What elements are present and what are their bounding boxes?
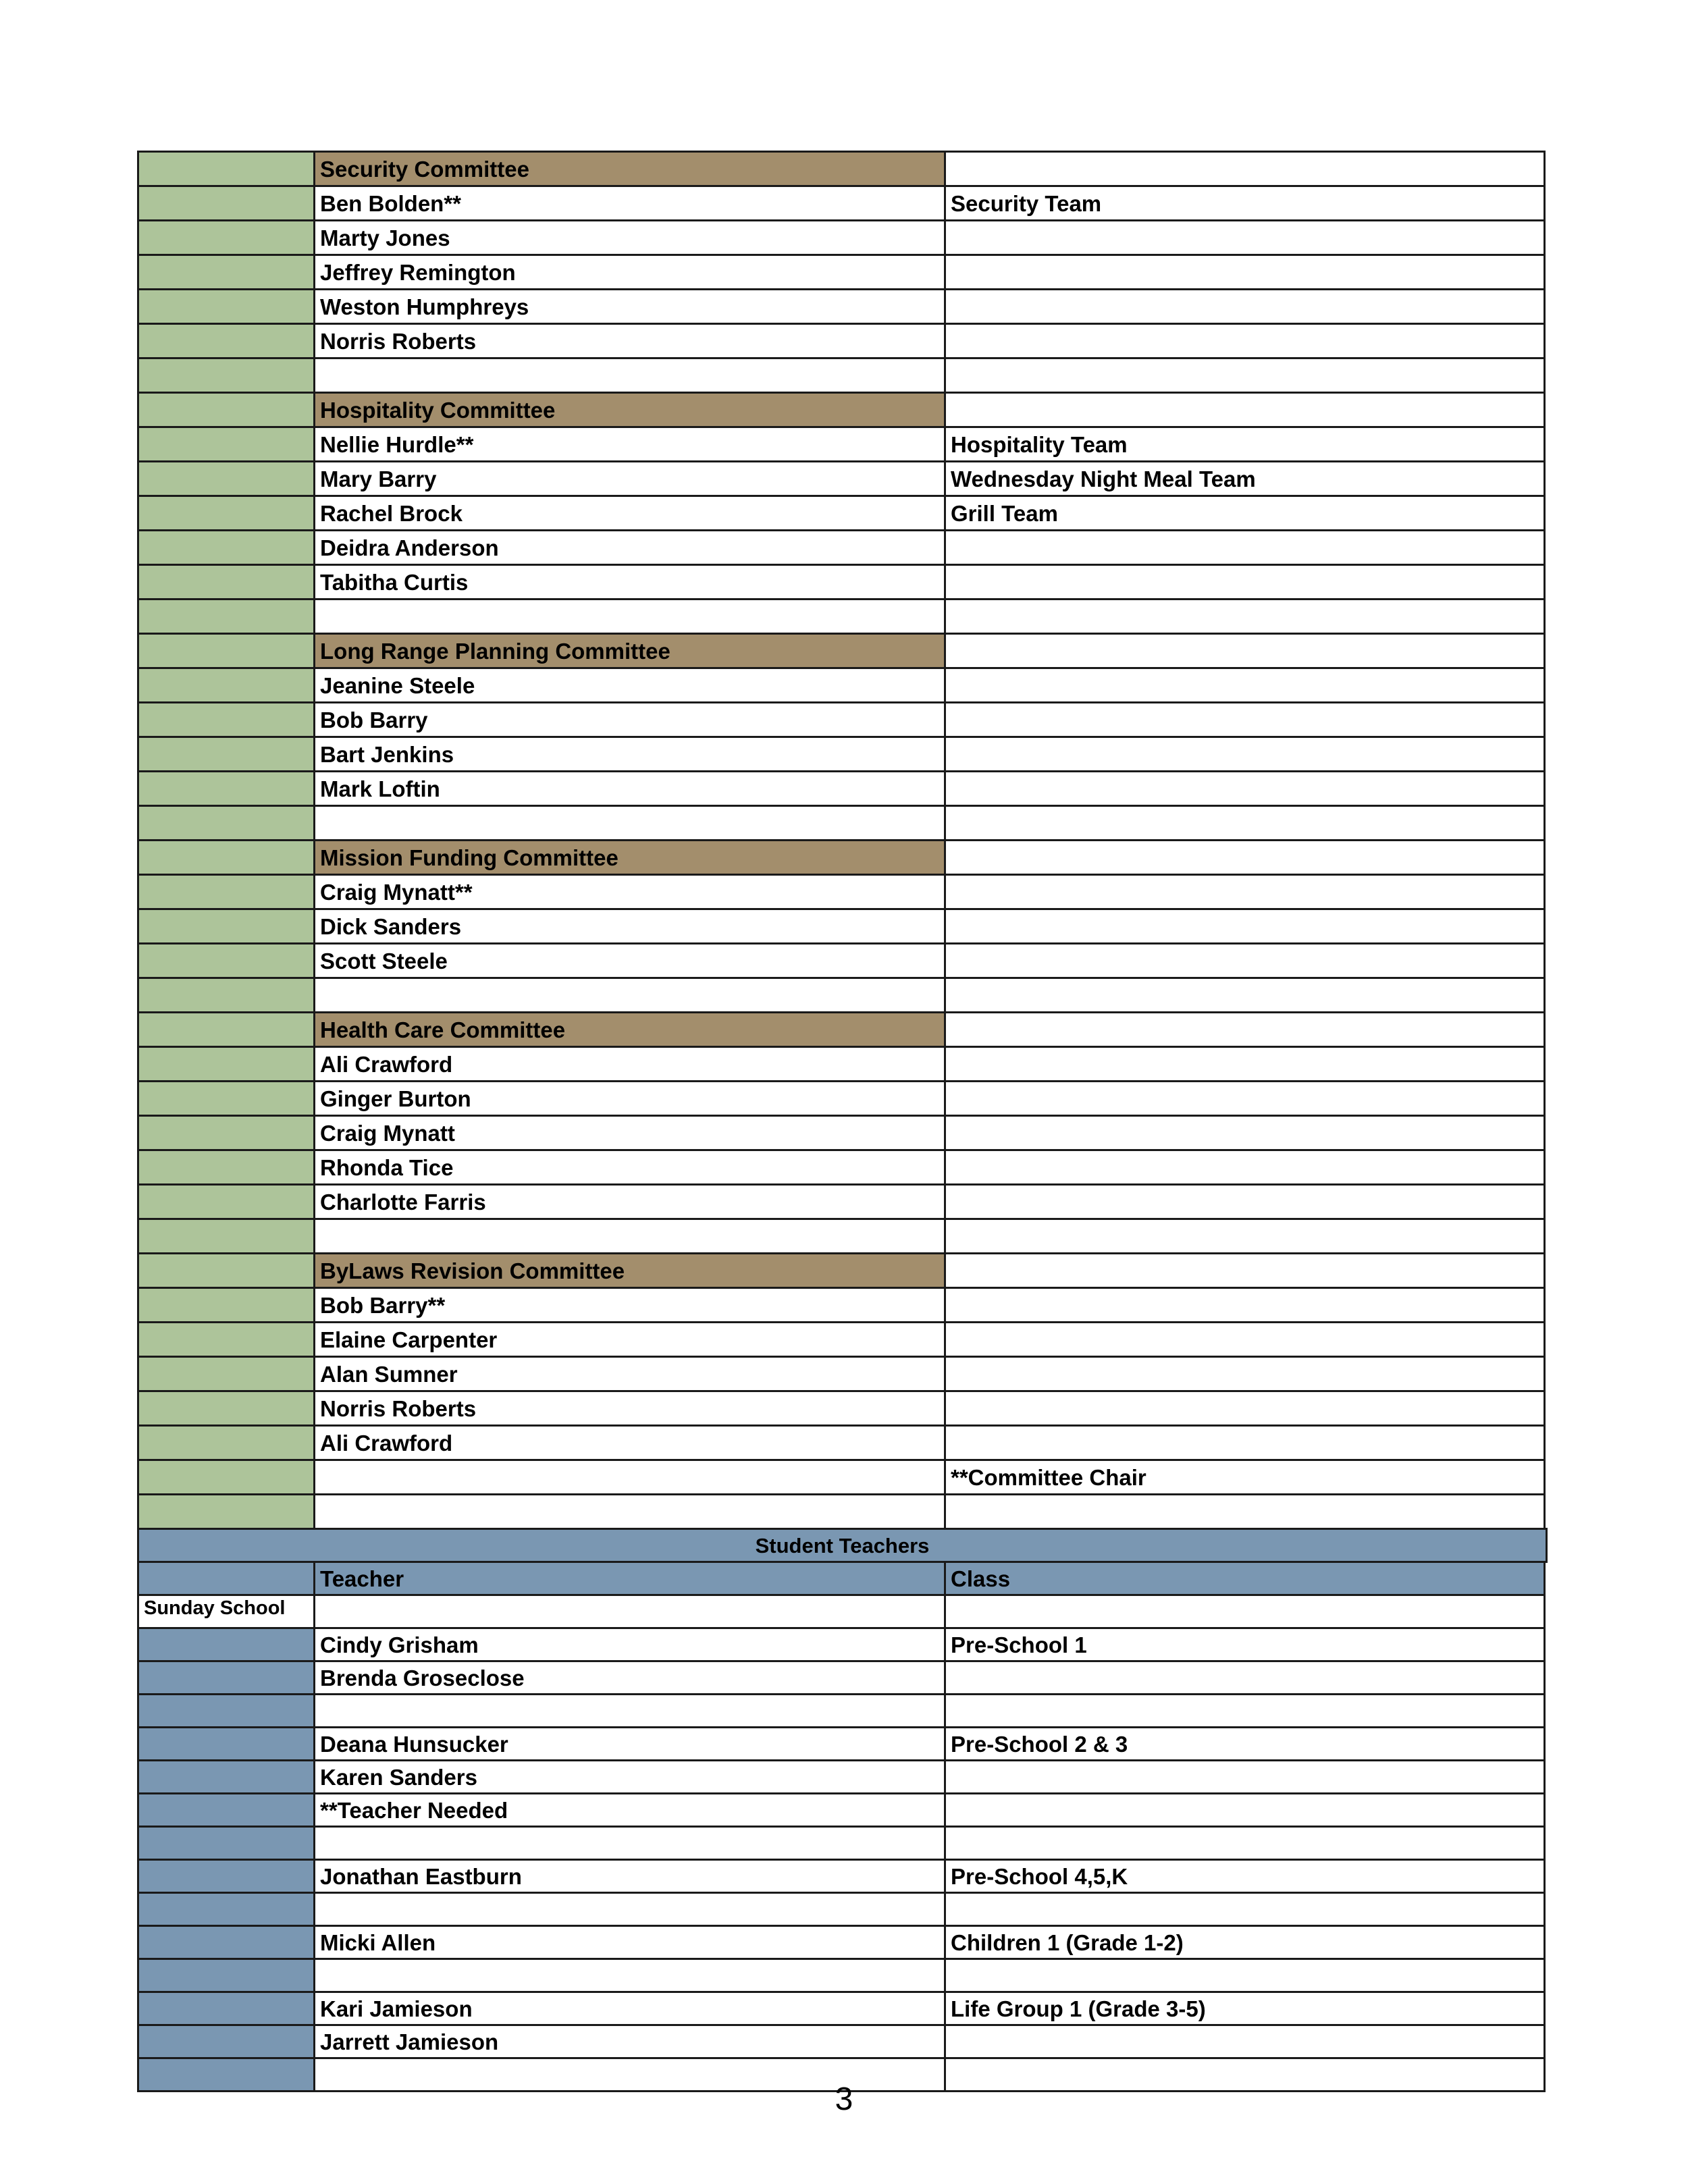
row-sidebar-cell: [137, 1115, 315, 1151]
member-name: Rachel Brock: [313, 495, 946, 531]
class-name: Pre-School 1: [944, 1627, 1546, 1662]
committee-row: [139, 497, 1548, 531]
team-note: [944, 736, 1546, 772]
team-note: Hospitality Team: [944, 426, 1546, 462]
row-sidebar-cell: [137, 151, 315, 187]
teacher-row-label: [137, 1826, 315, 1861]
committee-row: [139, 807, 1548, 841]
committee-row: [139, 944, 1548, 979]
class-name: [944, 1826, 1546, 1861]
team-note: [944, 1424, 1546, 1461]
teacher-row: [139, 1761, 1548, 1794]
team-note: **Committee Chair: [944, 1459, 1546, 1495]
committee-row: [139, 1461, 1548, 1495]
team-note: [944, 151, 1546, 187]
member-name: Norris Roberts: [313, 323, 946, 359]
committee-row: [139, 1495, 1548, 1530]
committee-row: [139, 1151, 1548, 1186]
sunday-school-teacher-cell: [313, 1594, 946, 1629]
team-note: [944, 1218, 1546, 1254]
committee-row: [139, 1186, 1548, 1220]
team-note: [944, 1321, 1546, 1358]
teacher-name: [313, 1693, 946, 1728]
committee-table: [139, 153, 1548, 1530]
team-note: Security Team: [944, 185, 1546, 221]
student-teachers-title-row: [139, 1530, 1548, 1563]
team-note: [944, 770, 1546, 807]
row-sidebar-cell: [137, 633, 315, 669]
committee-header-row: [139, 1254, 1548, 1289]
row-sidebar-cell: [137, 1080, 315, 1117]
class-name: [944, 2024, 1546, 2059]
team-note: [944, 701, 1546, 738]
member-name: [313, 1218, 946, 1254]
member-name: Nellie Hurdle**: [313, 426, 946, 462]
sunday-school-label: Sunday School: [137, 1594, 315, 1629]
team-note: [944, 529, 1546, 566]
member-name: Bart Jenkins: [313, 736, 946, 772]
class-name: [944, 1660, 1546, 1695]
row-sidebar-cell: [137, 839, 315, 876]
row-sidebar-cell: [137, 1321, 315, 1358]
row-sidebar-cell: [137, 736, 315, 772]
member-name: Ali Crawford: [313, 1424, 946, 1461]
committee-header-row: [139, 394, 1548, 428]
committee-row: [139, 876, 1548, 910]
team-note: [944, 805, 1546, 841]
teacher-name: Deana Hunsucker: [313, 1726, 946, 1761]
team-note: [944, 392, 1546, 428]
member-name: Charlotte Farris: [313, 1183, 946, 1220]
team-note: [944, 1046, 1546, 1082]
teacher-row: [139, 1960, 1548, 1993]
committee-header-row: [139, 153, 1548, 187]
committee-header-row: [139, 635, 1548, 669]
committee-row: [139, 772, 1548, 807]
teacher-name: [313, 1892, 946, 1927]
class-name: [944, 1693, 1546, 1728]
team-note: [944, 1390, 1546, 1427]
committee-row: [139, 290, 1548, 325]
teacher-name: [313, 1958, 946, 1993]
member-name: [313, 598, 946, 635]
row-sidebar-cell: [137, 770, 315, 807]
committee-row: [139, 1323, 1548, 1358]
teacher-row-label: [137, 1660, 315, 1695]
row-sidebar-cell: [137, 1459, 315, 1495]
teacher-row: [139, 1828, 1548, 1861]
committee-row: [139, 359, 1548, 394]
team-note: [944, 1115, 1546, 1151]
row-sidebar-cell: [137, 564, 315, 600]
team-note: [944, 908, 1546, 944]
teacher-row-label: [137, 1958, 315, 1993]
committee-title: Long Range Planning Committee: [313, 633, 946, 669]
row-sidebar-cell: [137, 598, 315, 635]
teacher-name: Karen Sanders: [313, 1759, 946, 1794]
team-note: [944, 667, 1546, 703]
team-note: [944, 1080, 1546, 1117]
committee-title: Mission Funding Committee: [313, 839, 946, 876]
class-column-header: Class: [944, 1561, 1546, 1596]
member-name: Ben Bolden**: [313, 185, 946, 221]
teacher-row-label: [137, 1892, 315, 1927]
teacher-name: Kari Jamieson: [313, 1991, 946, 2026]
row-sidebar-cell: [137, 1493, 315, 1530]
committee-title: Hospitality Committee: [313, 392, 946, 428]
row-sidebar-cell: [137, 357, 315, 394]
team-note: [944, 598, 1546, 635]
committee-row: [139, 256, 1548, 290]
teacher-row: [139, 1927, 1548, 1960]
teacher-row: [139, 1662, 1548, 1695]
committee-header-row: [139, 841, 1548, 876]
row-sidebar-cell: [137, 667, 315, 703]
team-note: [944, 942, 1546, 979]
row-sidebar-cell: [137, 495, 315, 531]
class-name: [944, 1958, 1546, 1993]
row-sidebar-cell: [137, 1424, 315, 1461]
row-sidebar-cell: [137, 977, 315, 1013]
member-name: Scott Steele: [313, 942, 946, 979]
member-name: Mary Barry: [313, 460, 946, 497]
row-sidebar-cell: [137, 1149, 315, 1186]
class-name: Pre-School 2 & 3: [944, 1726, 1546, 1761]
row-sidebar-cell: [137, 1252, 315, 1289]
teacher-column-header: Teacher: [313, 1561, 946, 1596]
team-note: [944, 633, 1546, 669]
teacher-row: [139, 1794, 1548, 1828]
committee-row: [139, 187, 1548, 221]
member-name: [313, 1493, 946, 1530]
row-sidebar-cell: [137, 1390, 315, 1427]
class-name: Life Group 1 (Grade 3-5): [944, 1991, 1546, 2026]
row-sidebar-cell: [137, 219, 315, 256]
row-sidebar-cell: [137, 805, 315, 841]
row-sidebar-cell: [137, 426, 315, 462]
team-note: Grill Team: [944, 495, 1546, 531]
committee-sheet: [139, 153, 1548, 2092]
teacher-name: [313, 1826, 946, 1861]
row-sidebar-cell: [137, 185, 315, 221]
committee-row: [139, 1427, 1548, 1461]
row-sidebar-cell: [137, 1011, 315, 1048]
row-sidebar-cell: [137, 323, 315, 359]
teacher-row: [139, 1993, 1548, 2026]
teacher-row: [139, 1894, 1548, 1927]
teacher-row: [139, 1861, 1548, 1894]
committee-row: [139, 600, 1548, 635]
teacher-name: **Teacher Needed: [313, 1792, 946, 1828]
team-note: [944, 977, 1546, 1013]
team-note: [944, 874, 1546, 910]
member-name: [313, 977, 946, 1013]
committee-row: [139, 703, 1548, 738]
member-name: Deidra Anderson: [313, 529, 946, 566]
member-name: [313, 1459, 946, 1495]
teacher-name: Jarrett Jamieson: [313, 2024, 946, 2059]
committee-row: [139, 325, 1548, 359]
teacher-row-label: [137, 1925, 315, 1960]
team-note: [944, 254, 1546, 290]
member-name: Weston Humphreys: [313, 288, 946, 325]
row-sidebar-cell: [137, 1356, 315, 1392]
row-sidebar-cell: [137, 942, 315, 979]
committee-row: [139, 1289, 1548, 1323]
committee-row: [139, 1358, 1548, 1392]
committee-row: [139, 428, 1548, 462]
team-note: [944, 564, 1546, 600]
team-note: [944, 1252, 1546, 1289]
row-sidebar-cell: [137, 1218, 315, 1254]
committee-title: Health Care Committee: [313, 1011, 946, 1048]
committee-row: [139, 910, 1548, 944]
row-sidebar-cell: [137, 288, 315, 325]
member-name: [313, 805, 946, 841]
member-name: Jeanine Steele: [313, 667, 946, 703]
member-name: Bob Barry: [313, 701, 946, 738]
teacher-row-label: [137, 1627, 315, 1662]
teacher-row: [139, 1728, 1548, 1761]
member-name: [313, 357, 946, 394]
team-note: [944, 1183, 1546, 1220]
member-name: Mark Loftin: [313, 770, 946, 807]
teacher-row-label: [137, 1561, 315, 1596]
team-note: [944, 357, 1546, 394]
row-sidebar-cell: [137, 460, 315, 497]
member-name: Bob Barry**: [313, 1287, 946, 1323]
member-name: Alan Sumner: [313, 1356, 946, 1392]
sunday-school-row: [139, 1596, 1548, 1629]
member-name: Rhonda Tice: [313, 1149, 946, 1186]
row-sidebar-cell: [137, 254, 315, 290]
teacher-row-label: [137, 1726, 315, 1761]
member-name: Ginger Burton: [313, 1080, 946, 1117]
teacher-row: [139, 1629, 1548, 1662]
team-note: [944, 219, 1546, 256]
teacher-row-label: [137, 1792, 315, 1828]
committee-row: [139, 462, 1548, 497]
committee-row: [139, 566, 1548, 600]
committee-row: [139, 221, 1548, 256]
committee-row: [139, 738, 1548, 772]
committee-title: ByLaws Revision Committee: [313, 1252, 946, 1289]
row-sidebar-cell: [137, 529, 315, 566]
team-note: [944, 1011, 1546, 1048]
team-note: Wednesday Night Meal Team: [944, 460, 1546, 497]
teacher-row: [139, 1695, 1548, 1728]
committee-row: [139, 1220, 1548, 1254]
member-name: Elaine Carpenter: [313, 1321, 946, 1358]
sunday-school-class-cell: [944, 1594, 1546, 1629]
committee-row: [139, 1048, 1548, 1082]
teacher-row-label: [137, 1859, 315, 1894]
teacher-name: Cindy Grisham: [313, 1627, 946, 1662]
team-note: [944, 1149, 1546, 1186]
member-name: Craig Mynatt**: [313, 874, 946, 910]
class-name: [944, 1892, 1546, 1927]
team-note: [944, 1287, 1546, 1323]
member-name: Craig Mynatt: [313, 1115, 946, 1151]
teacher-name: Micki Allen: [313, 1925, 946, 1960]
committee-title: Security Committee: [313, 151, 946, 187]
teacher-name: Jonathan Eastburn: [313, 1859, 946, 1894]
class-name: [944, 1759, 1546, 1794]
teacher-row: [139, 2026, 1548, 2059]
team-note: [944, 1356, 1546, 1392]
row-sidebar-cell: [137, 1183, 315, 1220]
team-note: [944, 839, 1546, 876]
teacher-name: Brenda Groseclose: [313, 1660, 946, 1695]
member-name: Norris Roberts: [313, 1390, 946, 1427]
committee-row: [139, 669, 1548, 703]
row-sidebar-cell: [137, 908, 315, 944]
member-name: Marty Jones: [313, 219, 946, 256]
teacher-row-label: [137, 2024, 315, 2059]
class-name: [944, 1792, 1546, 1828]
row-sidebar-cell: [137, 874, 315, 910]
committee-row: [139, 1392, 1548, 1427]
committee-row: [139, 531, 1548, 566]
committee-row: [139, 1082, 1548, 1117]
team-note: [944, 288, 1546, 325]
committee-row: [139, 1117, 1548, 1151]
member-name: Tabitha Curtis: [313, 564, 946, 600]
member-name: Dick Sanders: [313, 908, 946, 944]
member-name: Jeffrey Remington: [313, 254, 946, 290]
class-name: Pre-School 4,5,K: [944, 1859, 1546, 1894]
class-name: Children 1 (Grade 1-2): [944, 1925, 1546, 1960]
page-number: 3: [835, 2081, 853, 2117]
teacher-table: [139, 1629, 1548, 2092]
row-sidebar-cell: [137, 1287, 315, 1323]
row-sidebar-cell: [137, 392, 315, 428]
teacher-row-label: [137, 1759, 315, 1794]
committee-row: [139, 979, 1548, 1013]
teacher-row-label: [137, 1693, 315, 1728]
committee-header-row: [139, 1013, 1548, 1048]
row-sidebar-cell: [137, 1046, 315, 1082]
team-note: [944, 1493, 1546, 1530]
row-sidebar-cell: [137, 701, 315, 738]
student-teachers-title: Student Teachers: [137, 1528, 1548, 1563]
teacher-row-label: [137, 1991, 315, 2026]
teacher-column-header-row: [139, 1563, 1548, 1596]
team-note: [944, 323, 1546, 359]
member-name: Ali Crawford: [313, 1046, 946, 1082]
